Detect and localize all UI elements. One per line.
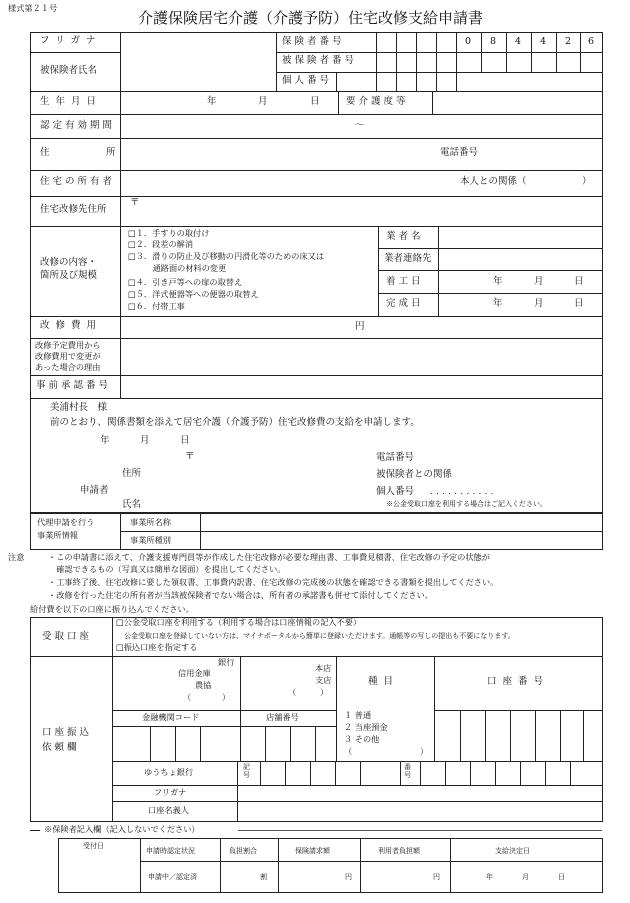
applicant-phone-label: 電話番号	[376, 452, 415, 463]
birth-year-unit: 年	[207, 96, 217, 107]
public-account-subnote: 公金受取口座を登録していない方は、マイナポータルから簡単に登録いただけます。通帳等の写しの提出も不要になります。	[124, 632, 515, 640]
start-month-unit: 月	[534, 276, 544, 287]
start-date-label: 着工日	[386, 276, 424, 287]
finish-year-unit: 年	[493, 298, 503, 309]
main-form-frame	[30, 32, 603, 399]
reason-label-1: 改修予定費用から	[35, 340, 101, 350]
valid-period-label: 認定有効期間	[40, 120, 116, 131]
renovation-item: 通路面の材料の変更	[128, 263, 227, 273]
reason-label-2: 改修費用で変更が	[35, 351, 101, 361]
insurer-number-label: 保険者番号	[282, 36, 345, 47]
note-line: ・改修を行った住宅の所有者が当該被保険者でない場合は、所有者の承諾書も併せて添付してください。	[48, 590, 433, 600]
account-holder-label: 口座名義人	[148, 805, 189, 815]
renovation-label-1: 改修の内容・	[40, 257, 98, 268]
office-type-label: 事業所種別	[130, 535, 171, 545]
proxy-label-2: 事業所情報	[37, 530, 78, 540]
transfer-label-2: 依頼欄	[42, 742, 80, 753]
claim-yen-unit: 円	[345, 873, 352, 881]
valid-period-separator: 〜	[355, 120, 365, 131]
cost-label: 改修費用	[40, 320, 103, 331]
account-kind-paren-close: ）	[420, 746, 429, 756]
start-year-unit: 年	[493, 276, 503, 287]
decision-date-header: 支給決定日	[495, 847, 530, 855]
kigo-label: 記号	[243, 763, 250, 780]
insurer-section-heading: ※保険者記入欄（記入しないでください）	[44, 824, 200, 834]
branch-number-label: 店舗番号	[266, 712, 299, 722]
branch-paren-open: （	[288, 687, 297, 697]
proxy-label-1: 代理申請を行う	[37, 517, 95, 527]
renovation-label-2: 箇所及び規模	[40, 270, 98, 281]
applicant-personal-number-label: 個人番号	[376, 486, 415, 497]
insurer-digit: 8	[490, 36, 497, 47]
transfer-label-1: 口座振込	[42, 727, 93, 738]
start-day-unit: 日	[574, 276, 584, 287]
address-label-2: 所	[106, 147, 116, 158]
bank-type: 信用金庫	[178, 668, 211, 678]
branch-type: 本店	[315, 663, 332, 673]
address-label: 住	[40, 147, 50, 158]
insurer-digit: 4	[515, 36, 522, 47]
renovation-item: □３．滑りの防止及び移動の円滑化等のための床又は	[128, 251, 325, 261]
relation-close: ）	[582, 176, 592, 187]
status-header: 申請時認定状況	[146, 847, 195, 855]
application-day-unit: 日	[180, 435, 190, 446]
application-month-unit: 月	[140, 435, 150, 446]
claim-amount-header: 保険請求額	[295, 847, 330, 855]
burden-yen-unit: 円	[433, 873, 440, 881]
furigana-label: フリガナ	[40, 35, 102, 46]
insured-name-label: 被保険者氏名	[40, 65, 98, 76]
renovation-address-label: 住宅改修先住所	[40, 204, 107, 215]
finish-date-label: 完成日	[386, 298, 424, 309]
transfer-account-option[interactable]: □振込口座を指定する	[116, 642, 198, 652]
user-burden-header: 利用者負担額	[378, 847, 420, 855]
birth-month-unit: 月	[258, 96, 268, 107]
owner-label: 住宅の所有者	[40, 176, 116, 187]
bank-type: 農協	[195, 680, 212, 690]
applicant-name-label: 氏名	[122, 499, 142, 510]
decision-year-unit: 年	[486, 873, 493, 881]
prior-approval-label: 事前承認番号	[36, 380, 112, 391]
phone-label: 電話番号	[440, 147, 479, 158]
insurer-digit: 6	[588, 36, 595, 47]
contractor-contact-label: 業者連絡先	[384, 253, 432, 264]
public-account-note: ※公金受取口座を利用する場合はご記入ください。	[386, 500, 547, 508]
form-number: 様式第２１号	[8, 3, 58, 13]
bank-code-label: 金融機関コード	[142, 712, 200, 722]
ratio-unit: 割	[260, 873, 267, 881]
bank-paren-close: ）	[222, 692, 231, 702]
birth-day-unit: 日	[310, 96, 320, 107]
insured-number-label: 被保険者番号	[282, 55, 358, 66]
renovation-item: □１．手すりの取付け	[128, 228, 210, 238]
reason-label-3: あった場合の理由	[35, 362, 101, 372]
renovation-item: □６．付帯工事	[128, 301, 185, 311]
birth-date-label: 生年月日	[40, 96, 103, 107]
received-date-label: 受付日	[83, 842, 104, 850]
account-kind-option: １ 普通	[344, 710, 372, 720]
care-level-label: 要介護度等	[346, 96, 409, 107]
contractor-label: 業者名	[386, 231, 424, 242]
bango-label: 番号	[404, 763, 411, 780]
branch-type: 支店	[315, 675, 332, 685]
applicant-label: 申請者	[80, 485, 109, 496]
public-account-option[interactable]: □公金受取口座を利用する（利用する場合は口座情報の記入不要）	[116, 617, 362, 627]
cost-unit: 円	[355, 321, 365, 332]
decision-day-unit: 日	[558, 873, 565, 881]
insurer-digit: 2	[565, 36, 572, 47]
addressee: 美浦村長 様	[50, 402, 108, 413]
office-name-label: 事業所名称	[130, 517, 171, 527]
statement: 前のとおり、関係書類を添えて居宅介護（介護予防）住宅改修費の支給を申請します。	[50, 417, 420, 428]
account-number-label: 口座番号	[487, 676, 550, 687]
yucho-label: ゆうちょ銀行	[144, 767, 194, 777]
applicant-relation-label: 被保険者との関係	[376, 469, 453, 480]
insurer-digit: 4	[540, 36, 547, 47]
finish-day-unit: 日	[574, 298, 584, 309]
account-kind-option: ２ 当座預金	[344, 722, 388, 732]
note-line: 確認できるもの（写真又は簡単な図面）を提出してください。	[48, 564, 286, 574]
renovation-item: □２．段差の解消	[128, 239, 194, 249]
finish-month-unit: 月	[534, 298, 544, 309]
status-value: 申請中／認定済	[148, 873, 197, 881]
applicant-address-label: 住所	[122, 468, 142, 479]
bank-type: 銀行	[218, 657, 235, 667]
applicant-postal-mark: 〒	[185, 451, 195, 462]
renovation-item: □４．引き戸等への扉の取替え	[128, 277, 243, 287]
decision-month-unit: 月	[522, 873, 529, 881]
insurer-digit: 0	[465, 36, 472, 47]
bank-paren-open: （	[183, 692, 192, 702]
renovation-item: □５．洋式便器等への便器の取替え	[128, 289, 259, 299]
ratio-header: 負担割合	[229, 847, 257, 855]
personal-number-label: 個人番号	[282, 75, 333, 86]
page-title: 介護保険居宅介護（介護予防）住宅改修支給申請書	[138, 9, 484, 27]
note-line: ・工事終了後、住宅改修に要した領収書、工事費内訳書、住宅改修の完成後の状態を確認できる書類を提出してください。	[48, 577, 499, 587]
relation-label: 本人との関係（	[460, 176, 527, 187]
branch-paren-close: ）	[320, 687, 329, 697]
note-line: ・この申請書に添えて、介護支援専門員等が作成した住宅改修が必要な理由書、工事費見積書、住宅改修の予定の状態が	[48, 552, 490, 562]
account-kind-option: ３ その他	[344, 734, 380, 744]
receive-account-label: 受取口座	[42, 631, 93, 642]
notes-title: 注意	[8, 552, 25, 562]
bank-intro: 給付費を以下の口座に振り込んでください。	[30, 604, 194, 614]
personal-number-dots: ．．．．．．．．．．．	[430, 486, 502, 496]
account-kind-paren-open: （	[344, 746, 353, 756]
application-year-unit: 年	[100, 435, 110, 446]
postal-mark: 〒	[130, 197, 140, 208]
account-furigana-label: フリガナ	[154, 787, 187, 797]
account-kind-label: 種目	[368, 676, 400, 687]
